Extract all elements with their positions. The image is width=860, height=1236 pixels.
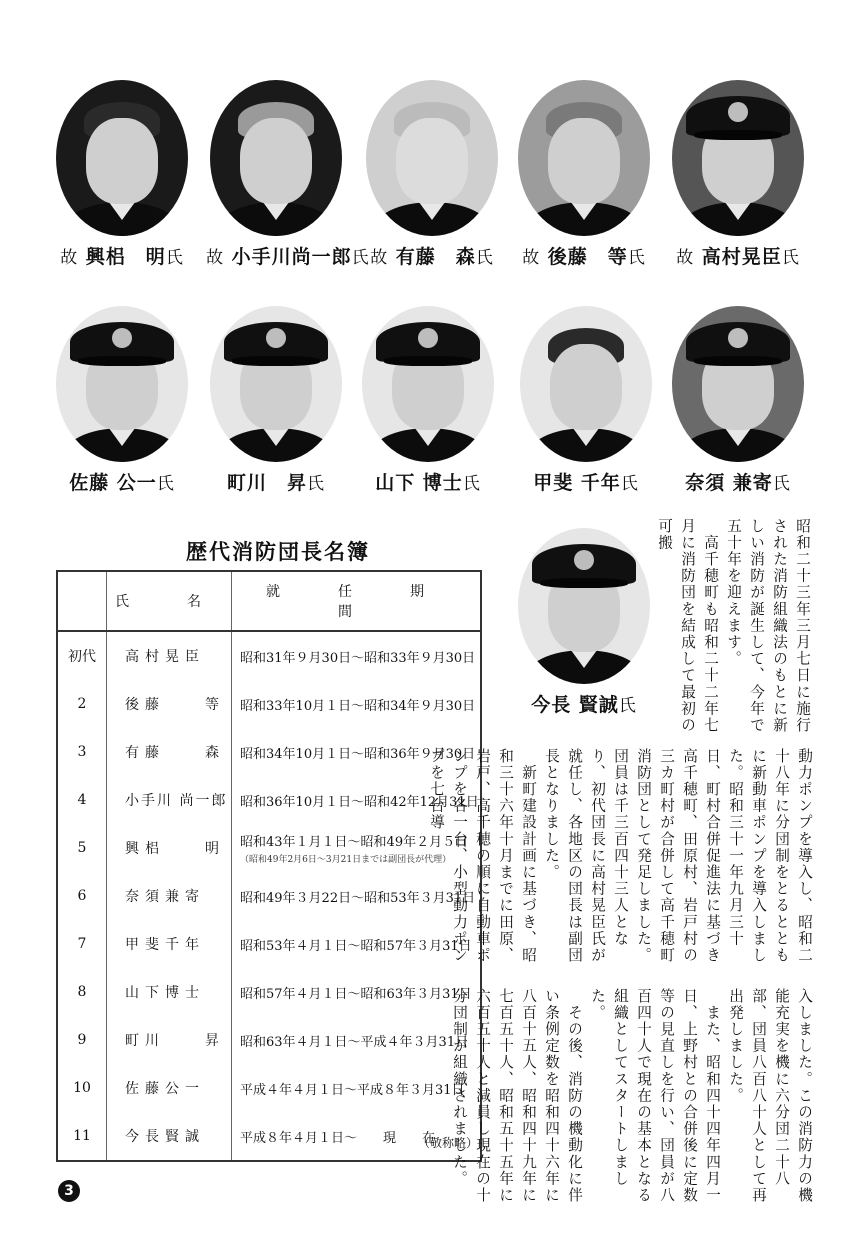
body-text-col2: 動力ポンプを導入し、昭和二十八年に分団制をとるとともに新動車ポンプを導入しました。昭和三十一年九月三十日、町村合併促進法に基づき高千穂町、田原村、岩戸村の三カ町村が合併して高千穂町消防団として発足しました。団員は千三百四十三人となり、初代団長に高村晃臣氏が就任し、各地区の団長は副団長となりました。 新町建設計画に基づき、昭和三十六年十月までに田原、岩戸、高千穂の順に自動車ポンプを各一台、小型動力ポンプを七台導 <box>428 748 813 964</box>
portrait-caption: 佐藤 公一氏 <box>69 472 175 494</box>
portrait-goto <box>518 80 650 269</box>
portrait-photo <box>210 80 342 236</box>
portrait-arifuji <box>366 80 498 269</box>
portrait-caption: 故 小手川尚一郎氏 <box>206 246 370 268</box>
chief-history-table <box>56 570 482 1162</box>
portrait-caption: 山下 博士氏 <box>375 472 481 494</box>
table-row: 5 興梠 明 昭和43年１月１日〜昭和49年２月５日 （昭和49年2月6日〜3月21日までは副団長が代理） <box>57 824 481 872</box>
period-text: 昭和43年１月１日〜昭和49年２月５日 <box>240 835 469 850</box>
table-row: 2 後藤 等 昭和33年10月１日〜昭和34年９月30日 <box>57 680 481 728</box>
body-text-col3: 入しました。この消防力の機能充実を機に六分団二十八部、団員八百八十人として再出発しました。 また、昭和四十四年四月一日、上野村との合併後に定数等の見直しを行い、団員が八百四十人で現在の基本となる組織としてスタートしました。 その後、消防の機動化に伴い条例定数を昭和四十六年に八百十五人、昭和四十九年に七百五十人、昭和五十五年に六百五十人と減員し現在の十分団制が組織されました。 <box>451 988 813 1204</box>
portrait-caption: 奈須 兼寄氏 <box>685 472 791 494</box>
header-name: 氏 名 <box>107 571 232 631</box>
header-period: 就 任 期 間 <box>232 571 482 631</box>
table-row: 6 奈須兼寄 昭和49年３月22日〜昭和53年３月31日 <box>57 872 481 920</box>
table-row: 11 今長賢誠 平成８年４月１日〜 現 在 <box>57 1112 481 1161</box>
table-row: 3 有藤 森 昭和34年10月１日〜昭和36年９月30日 <box>57 728 481 776</box>
portrait-caption: 故 後藤 等氏 <box>522 246 646 268</box>
portrait-photo <box>672 80 804 236</box>
table-row: 8 山下博士 昭和57年４月１日〜昭和63年３月31日 <box>57 968 481 1016</box>
table-row: 4 小手川 尚一郎 昭和36年10月１日〜昭和42年12月31日 <box>57 776 481 824</box>
portrait-caption: 甲斐 千年氏 <box>533 472 639 494</box>
portrait-photo <box>366 80 498 236</box>
acting-note: （昭和49年2月6日〜3月21日までは副団長が代理） <box>240 855 452 865</box>
honorific-note: （敬称略） <box>418 1136 479 1150</box>
portrait-photo <box>672 306 804 462</box>
table-row: 初代 高村晃臣 昭和31年９月30日〜昭和33年９月30日 <box>57 631 481 680</box>
portrait-kai <box>520 306 652 495</box>
portrait-photo <box>518 80 650 236</box>
portrait-photo <box>210 306 342 462</box>
portrait-imanaga <box>518 528 650 717</box>
portrait-photo <box>56 306 188 462</box>
table-row: 7 甲斐千年 昭和53年４月１日〜昭和57年３月31日 <box>57 920 481 968</box>
portrait-photo <box>520 306 652 462</box>
portrait-caption: 故 高村晃臣氏 <box>676 246 800 268</box>
portrait-caption: 故 興梠 明氏 <box>60 246 184 268</box>
header-no <box>57 571 107 631</box>
page-number: 3 <box>58 1180 80 1202</box>
table-title: 歴代消防団長名簿 <box>186 540 370 564</box>
portrait-photo <box>518 528 650 684</box>
portrait-sato <box>56 306 188 495</box>
portrait-caption: 町川 昇氏 <box>226 472 325 494</box>
portrait-takamura <box>672 80 804 269</box>
portrait-nasu <box>672 306 804 495</box>
portrait-kotegawa <box>206 80 370 269</box>
portrait-yamashita <box>362 306 494 495</box>
portrait-caption: 今長 賢誠氏 <box>531 694 637 716</box>
table-row: 10 佐藤公一 平成４年４月１日〜平成８年３月31日 <box>57 1064 481 1112</box>
table-row: 9 町川 昇 昭和63年４月１日〜平成４年３月31日 <box>57 1016 481 1064</box>
table-header-row <box>57 571 481 631</box>
portrait-photo <box>56 80 188 236</box>
portrait-caption: 故 有藤 森氏 <box>370 246 494 268</box>
body-text-col1: 昭和二十三年三月七日に施行された消防組織法のもとに新しい消防が誕生して、今年で五十年を迎えます。 高千穂町も昭和二十二年七月に消防団を結成して最初の可搬 <box>656 518 811 734</box>
portrait-okorogi <box>56 80 188 269</box>
portrait-photo <box>362 306 494 462</box>
portrait-machikawa <box>210 306 342 495</box>
